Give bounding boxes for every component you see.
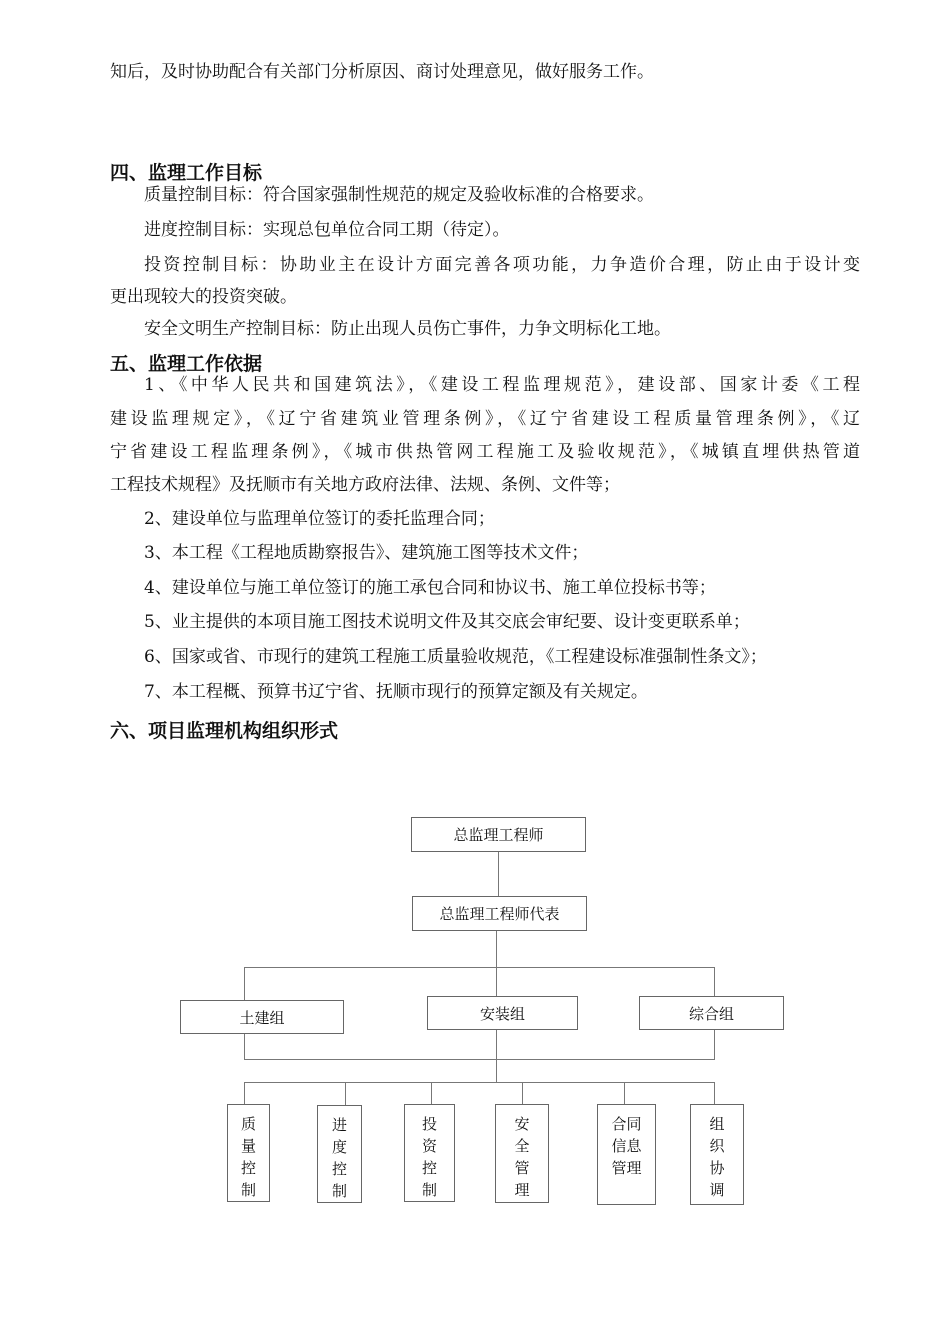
- investment-target-line1: 投资控制目标：协助业主在设计方面完善各项功能，力争造价合理，防止由于设计变: [144, 255, 860, 275]
- section5-heading: 五、监理工作依据: [110, 353, 263, 375]
- function-contract-info-management-box: 合同 信息 管理: [597, 1104, 656, 1205]
- connector-civil-down: [244, 1034, 245, 1060]
- basis-item2: 2、建设单位与监理单位签订的委托监理合同；: [144, 509, 495, 529]
- function-organization-coordination-box: 组 织 协 调: [690, 1104, 744, 1205]
- basis-item1-line2: 建设监理规定》，《辽宁省建筑业管理条例》，《辽宁省建设工程质量管理条例》，《辽: [110, 409, 860, 429]
- connector-top-deputy: [498, 852, 499, 897]
- connector-func6: [714, 1082, 715, 1104]
- section4-heading: 四、监理工作目标: [110, 162, 263, 184]
- basis-item3: 3、本工程《工程地质勘察报告》、建筑施工图等技术文件；: [144, 543, 589, 563]
- basis-item1-line3: 宁省建设工程监理条例》，《城市供热管网工程施工及验收规范》，《城镇直埋供热管道: [110, 442, 860, 462]
- connector-general-up: [714, 967, 715, 996]
- investment-target-line2: 更出现较大的投资突破。: [110, 287, 297, 307]
- group-general-box: 综合组: [639, 996, 784, 1030]
- basis-item7: 7、本工程概、预算书辽宁省、抚顺市现行的预算定额及有关规定。: [144, 682, 648, 702]
- connector-deputy-groups: [496, 930, 497, 996]
- basis-item4: 4、建设单位与施工单位签订的施工承包合同和协议书、施工单位投标书等；: [144, 578, 716, 598]
- function-schedule-control-box: 进 度 控 制: [317, 1105, 362, 1203]
- connector-func1: [244, 1082, 245, 1104]
- connector-general-down: [714, 1030, 715, 1060]
- connector-func5: [624, 1082, 625, 1104]
- safety-target: 安全文明生产控制目标：防止出现人员伤亡事件，力争文明标化工地。: [144, 319, 671, 339]
- connector-civil-up: [244, 967, 245, 1000]
- group-civil-box: 土建组: [180, 1000, 344, 1034]
- function-investment-control-box: 投 资 控 制: [404, 1104, 455, 1202]
- connector-install-down: [496, 1030, 497, 1083]
- connector-func3: [431, 1082, 432, 1104]
- chief-engineer-box: 总监理工程师: [411, 817, 586, 852]
- deputy-engineer-box: 总监理工程师代表: [412, 896, 587, 931]
- basis-item1-line1: 1、《中华人民共和国建筑法》，《建设工程监理规范》，建设部、国家计委《工程: [144, 375, 860, 395]
- connector-groups-top-bar: [244, 967, 715, 968]
- connector-functions-bar: [244, 1082, 715, 1083]
- group-install-box: 安装组: [427, 996, 578, 1030]
- connector-groups-bottom-bar: [244, 1059, 715, 1060]
- basis-item6: 6、国家或省、市现行的建筑工程施工质量验收规范，《工程建设标准强制性条文》；: [144, 647, 767, 667]
- section6-heading: 六、项目监理机构组织形式: [110, 720, 339, 742]
- function-quality-control-box: 质 量 控 制: [227, 1104, 270, 1202]
- schedule-target: 进度控制目标：实现总包单位合同工期（待定）。: [144, 220, 510, 240]
- connector-func2: [345, 1082, 346, 1105]
- intro-line: 知后，及时协助配合有关部门分析原因、商讨处理意见，做好服务工作。: [110, 62, 654, 82]
- function-safety-management-box: 安 全 管 理: [495, 1104, 549, 1203]
- basis-item5: 5、业主提供的本项目施工图技术说明文件及其交底会审纪要、设计变更联系单；: [144, 612, 750, 632]
- connector-func4: [522, 1082, 523, 1104]
- basis-item1-line4: 工程技术规程》及抚顺市有关地方政府法律、法规、条例、文件等；: [110, 475, 620, 495]
- quality-target: 质量控制目标：符合国家强制性规范的规定及验收标准的合格要求。: [144, 185, 654, 205]
